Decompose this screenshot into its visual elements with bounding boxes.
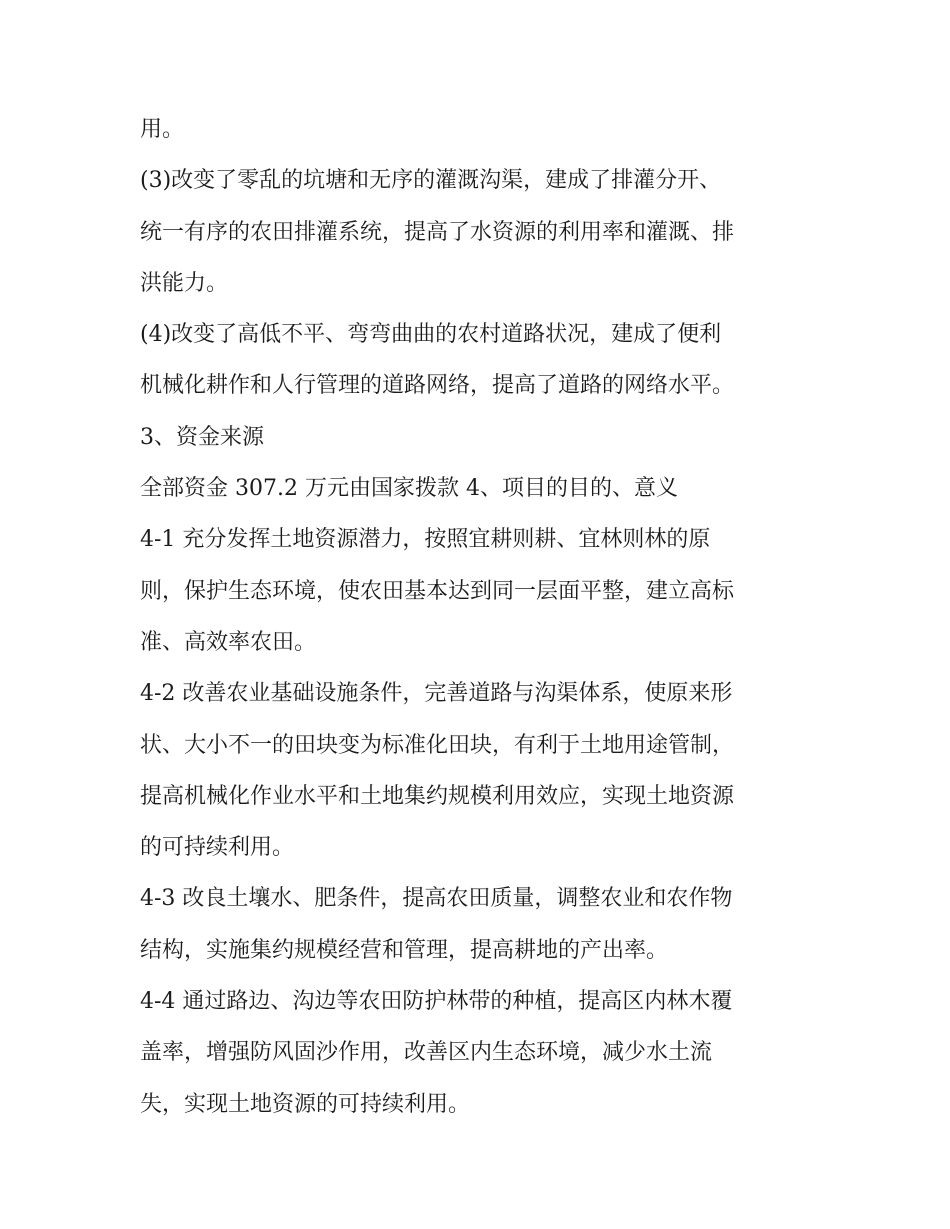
text-line: 4-2 改善农业基础设施条件，完善道路与沟渠体系，使原来形 (140, 681, 733, 707)
text-line: 全部资金 307.2 万元由国家拨款 4、项目的目的、意义 (140, 476, 678, 502)
text-line: 失，实现土地资源的可持续利用。 (140, 1091, 471, 1117)
text-line: (4)改变了高低不平、弯弯曲曲的农村道路状况，建成了便利 (140, 322, 722, 348)
text-line: 4-1 充分发挥土地资源潜力，按照宜耕则耕、宜林则林的原 (140, 527, 711, 553)
text-line: 则，保护生态环境，使农田基本达到同一层面平整，建立高标 (140, 578, 735, 604)
document-text (140, 104, 820, 1130)
text-line: 状、大小不一的田块变为标准化田块，有利于土地用途管制， (140, 732, 735, 758)
text-line: (3)改变了零乱的坑塘和无序的灌溉沟渠，建成了排灌分开、 (140, 168, 722, 194)
text-line: 提高机械化作业水平和土地集约规模利用效应，实现土地资源 (140, 783, 735, 809)
text-line: 机械化耕作和人行管理的道路网络，提高了道路的网络水平。 (140, 373, 735, 399)
text-line: 4-3 改良土壤水、肥条件，提高农田质量，调整农业和农作物 (140, 886, 733, 912)
section-heading: 3、资金来源 (140, 424, 264, 450)
text-line: 盖率，增强防风固沙作用，改善区内生态环境，减少水土流 (140, 1040, 713, 1066)
text-line: 结构，实施集约规模经营和管理，提高耕地的产出率。 (140, 937, 669, 963)
text-line: 准、高效率农田。 (140, 629, 317, 655)
text-line: 的可持续利用。 (140, 835, 295, 861)
text-line: 洪能力。 (140, 270, 229, 296)
text-line: 统一有序的农田排灌系统，提高了水资源的利用率和灌溉、排 (140, 219, 735, 245)
text-line: 4-4 通过路边、沟边等农田防护林带的种植，提高区内林木覆 (140, 989, 733, 1015)
text-line: 用。 (140, 117, 185, 142)
